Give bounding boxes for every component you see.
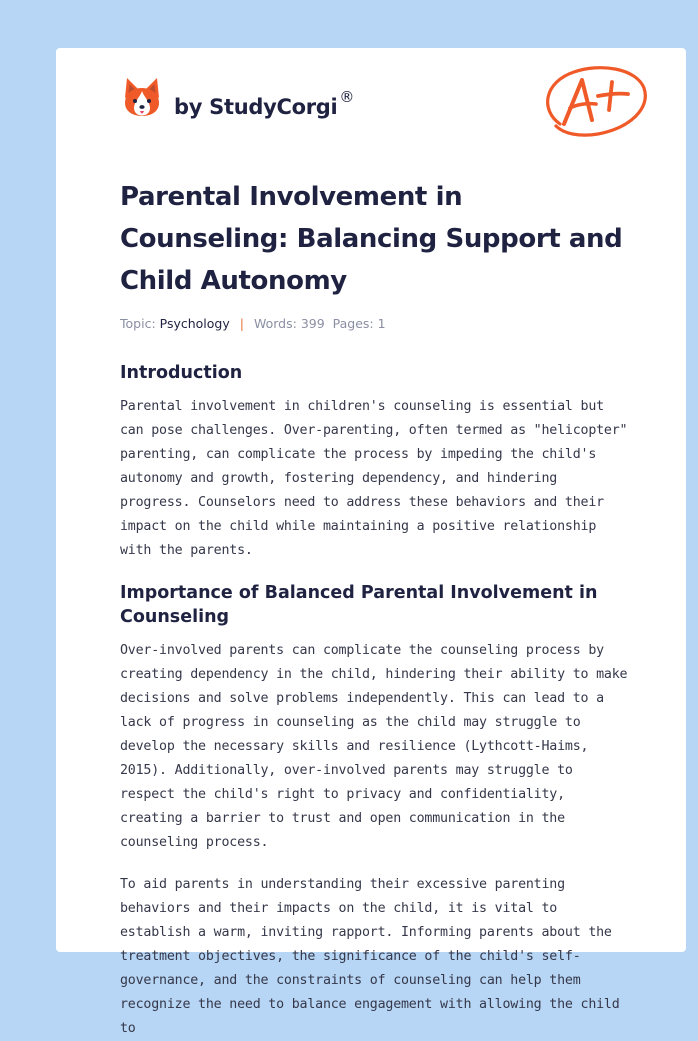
paragraph: Parental involvement in children's counseling is essential but can pose challenges. Over-parenting, often termed as "helicopter" parenting, can complicate the process by impeding the child's autonomy and growth, fostering dependency, and hindering progress. Counselors need to address these behaviors and their impact on the child while maintaining a positive relationship with the parents. [120,399,628,558]
section-heading: Introduction [120,363,243,383]
brand-name: by StudyCorgi ® [174,87,355,119]
article-title: Parental Involvement in Counseling: Balancing Support and Child Autonomy [120,182,623,296]
pages-label: Pages: [332,316,374,331]
topic-link[interactable]: Psychology [159,316,230,331]
studycorgi-logo[interactable] [122,76,354,120]
topic-label: Topic: [120,316,156,331]
pages-count: 1 [377,316,386,331]
paragraph: To aid parents in understanding their excessive parenting behaviors and their impacts on the child, it is vital to establish a warm, inviting rapport. Informing parents about the treatment objectives, the significance of the child's self-governance, and the constraints of counseling can help them recognize the need to balance engagement with allowing the child to [120,877,620,1036]
corgi-icon [122,76,162,120]
words-count: 399 [300,316,325,331]
grade-stamp [538,58,648,146]
meta-separator: | [239,316,244,331]
section-heading: Importance of Balanced Parental Involvement in Counseling [120,583,598,627]
words-label: Words: [253,316,297,331]
paragraph: Over-involved parents can complicate the counseling process by creating dependency in the child, hindering their ability to make decisions and solve problems independently. This can lead to a lack of progress in counseling as the child may struggle to develop the necessary skills and resilience (Lythcott-Haims, 2015). Additionally, over-involved parents may struggle to respect the child's right to privacy and confidentiality, creating a barrier to trust and open communication in the counseling process. [120,643,628,850]
document-page [56,48,686,1036]
article-meta [120,316,634,331]
article [120,176,634,1041]
a-plus-stamp-icon [538,58,648,142]
